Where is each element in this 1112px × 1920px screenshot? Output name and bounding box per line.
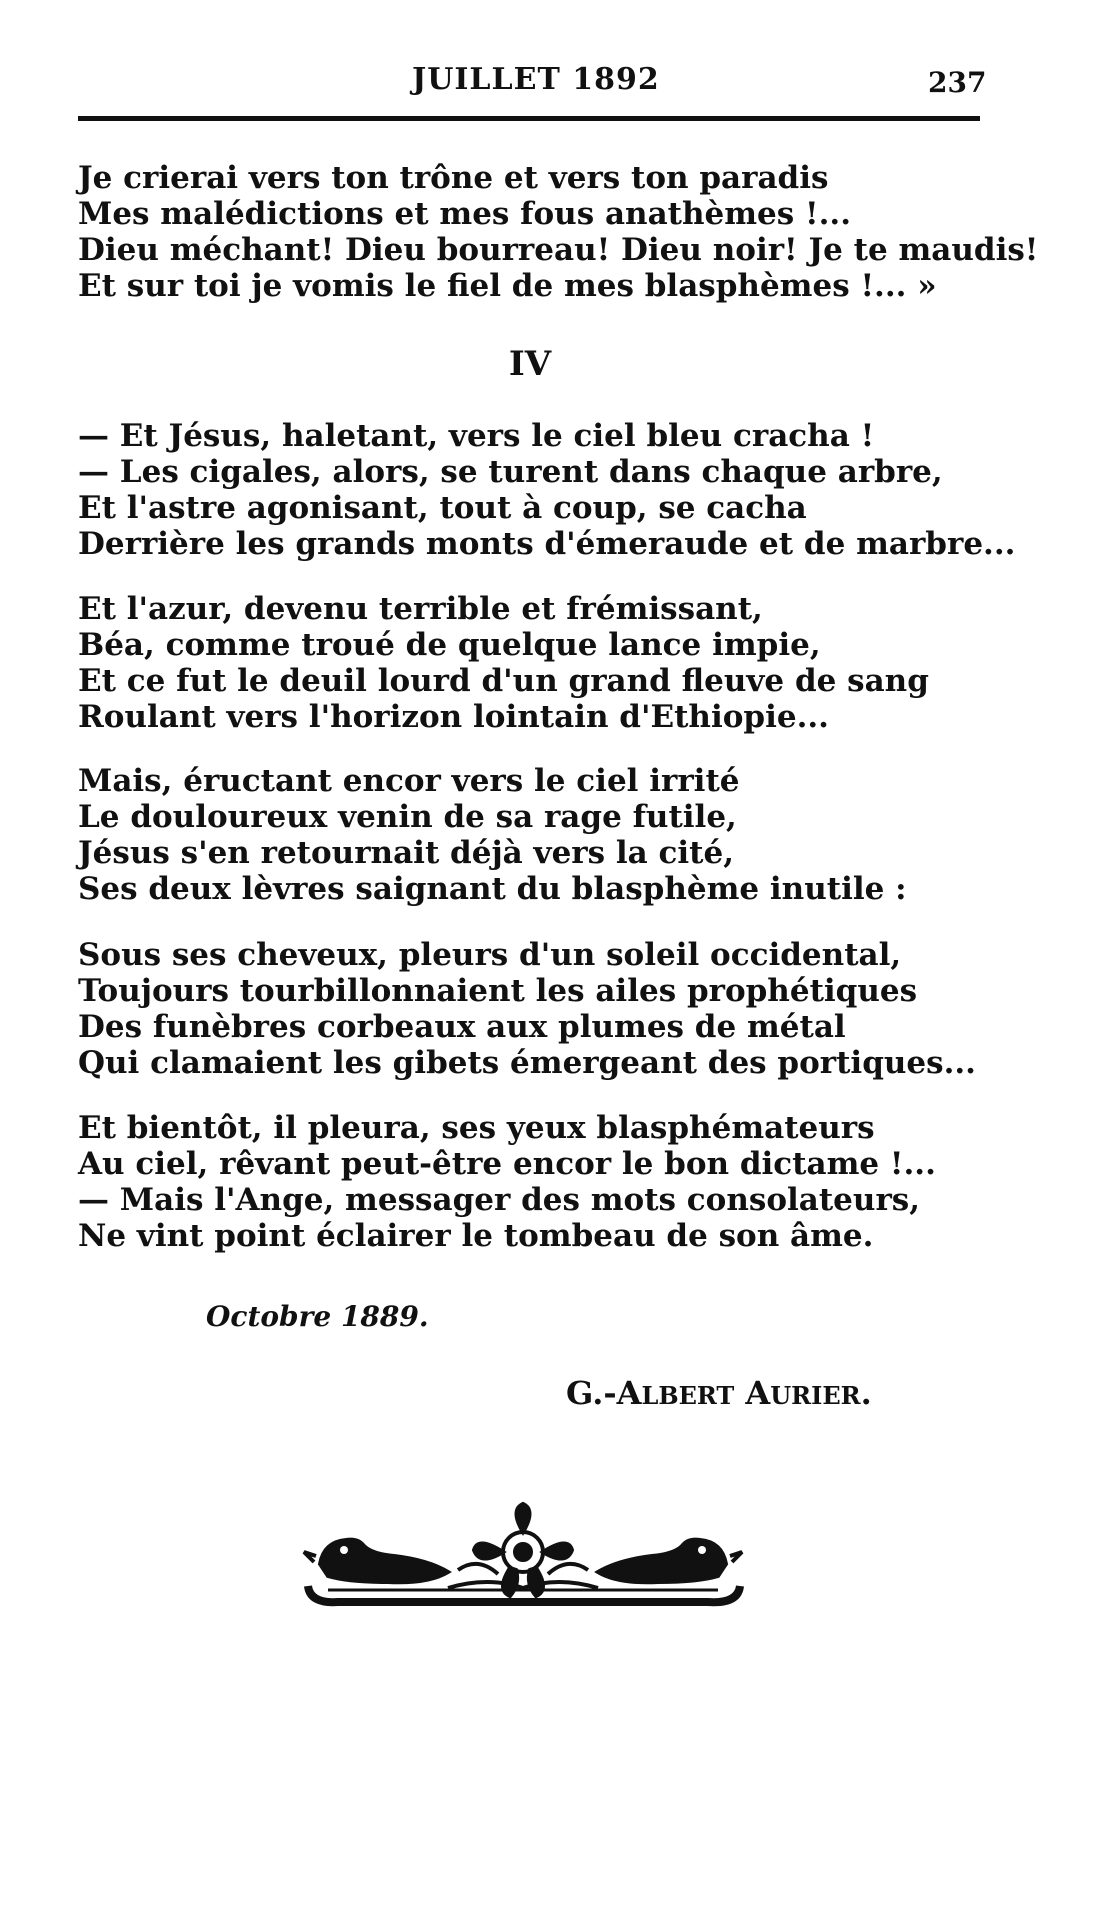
signature-last-name-capital: A (734, 1374, 771, 1412)
verse-line: Mais, éructant encor vers le ciel irrité (78, 763, 740, 799)
signature-initials: G.-A (566, 1374, 642, 1412)
verse-line: — Les cigales, alors, se turent dans chaque arbre, (78, 454, 943, 490)
verse-line: Sous ses cheveux, pleurs d'un soleil occidental, (78, 937, 902, 973)
running-header-title: JUILLET 1892 (412, 62, 660, 97)
verse-line: Et sur toi je vomis le fiel de mes blasphèmes !... » (78, 268, 937, 304)
signature-end: . (860, 1374, 872, 1412)
verse-line: Toujours tourbillonnaient les ailes prophétiques (78, 973, 918, 1009)
verse-line: Ne vint point éclairer le tombeau de son âme. (78, 1218, 874, 1254)
stanza-5 (78, 1110, 1018, 1254)
verse-line: Ses deux lèvres saignant du blasphème inutile : (78, 871, 907, 907)
author-signature (566, 1374, 872, 1412)
verse-line: Au ciel, rêvant peut-être encor le bon dictame !... (78, 1146, 936, 1182)
verse-line: Des funèbres corbeaux aux plumes de métal (78, 1009, 846, 1045)
stanza-4 (78, 937, 1018, 1081)
verse-line: Et l'azur, devenu terrible et frémissant, (78, 591, 763, 627)
stanza-top (78, 160, 1039, 304)
verse-line: Le douloureux venin de sa rage futile, (78, 799, 737, 835)
verse-line: Mes malédictions et mes fous anathèmes !... (78, 196, 852, 232)
section-number: IV (508, 344, 552, 384)
verse-line: — Mais l'Ange, messager des mots consolateurs, (78, 1182, 921, 1218)
verse-line: Et l'astre agonisant, tout à coup, se cacha (78, 490, 807, 526)
verse-line: Je crierai vers ton trône et vers ton paradis (78, 160, 829, 196)
verse-line: — Et Jésus, haletant, vers le ciel bleu cracha ! (78, 418, 875, 454)
verse-line: Et ce fut le deuil lourd d'un grand fleuve de sang (78, 663, 929, 699)
verse-line: Et bientôt, il pleura, ses yeux blasphémateurs (78, 1110, 875, 1146)
birds-and-flower-ornament-icon (298, 1500, 748, 1612)
verse-line: Dieu méchant! Dieu bourreau! Dieu noir! Je te maudis! (78, 232, 1039, 268)
stanza-1 (78, 418, 1018, 562)
verse-line: Béa, comme troué de quelque lance impie, (78, 627, 821, 663)
signature-first-name-rest: LBERT (641, 1381, 735, 1410)
page-number: 237 (928, 66, 987, 99)
verse-line: Roulant vers l'horizon lointain d'Ethiopie... (78, 699, 829, 735)
verse-line: Derrière les grands monts d'émeraude et de marbre... (78, 526, 1016, 562)
verse-line: Jésus s'en retournait déjà vers la cité, (78, 835, 735, 871)
stanza-2 (78, 591, 1018, 735)
poem-date: Octobre 1889. (206, 1300, 429, 1333)
stanza-3 (78, 763, 1018, 907)
verse-line: Qui clamaient les gibets émergeant des portiques... (78, 1045, 976, 1081)
header-rule (78, 116, 980, 121)
signature-last-name-rest: URIER (770, 1381, 861, 1410)
